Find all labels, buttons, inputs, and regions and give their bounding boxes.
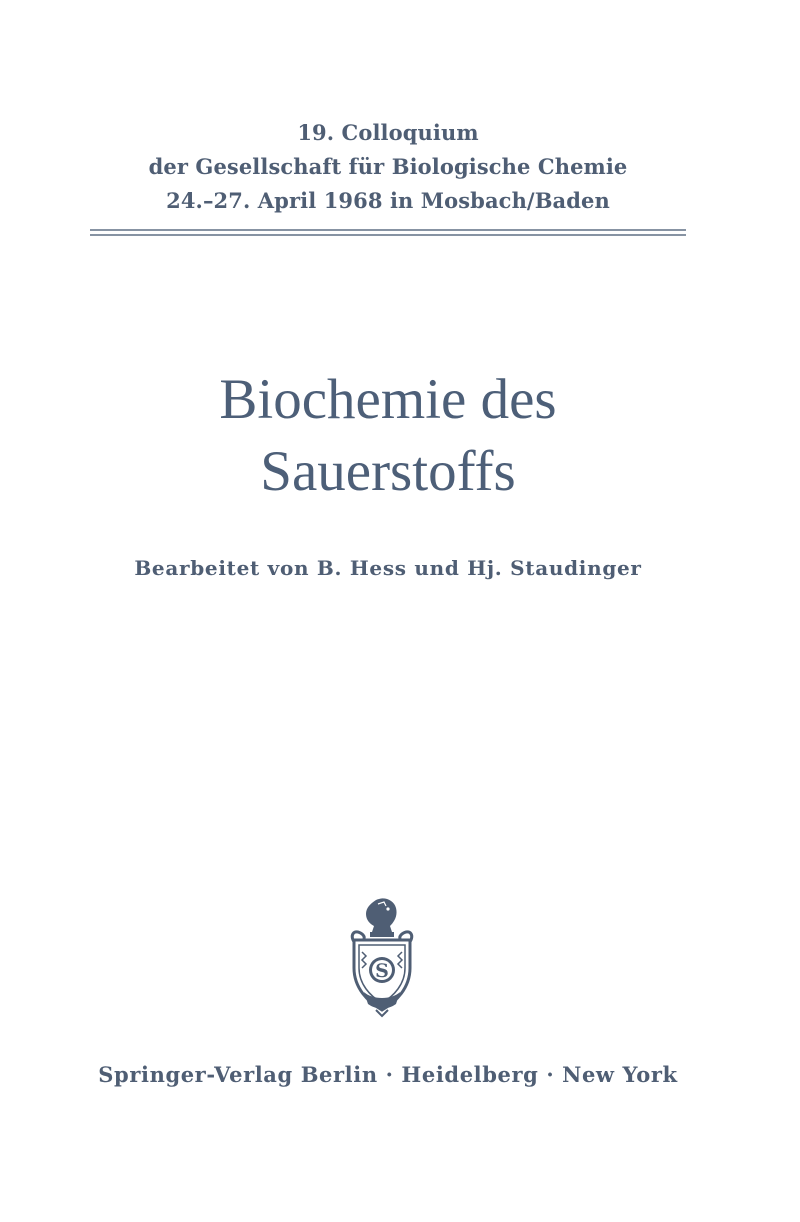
double-rule <box>90 229 686 236</box>
header-line-society: der Gesellschaft für Biologische Chemie <box>148 154 628 179</box>
rule-bottom <box>90 234 686 236</box>
editors-line: Bearbeitet von B. Hess und Hj. Staudinger <box>134 556 642 580</box>
springer-knight-emblem-icon <box>344 896 420 1018</box>
book-title <box>0 364 776 508</box>
header-line-date-place: 24.–27. April 1968 in Mosbach/Baden <box>166 188 610 213</box>
colloquium-header <box>0 116 776 218</box>
publisher-line: Springer-Verlag Berlin · Heidelberg · New York <box>98 1062 678 1087</box>
title-line-1: Biochemie des <box>219 368 557 431</box>
rule-top <box>90 229 686 231</box>
title-line-2: Sauerstoffs <box>260 440 516 503</box>
header-line-colloquium: 19. Colloquium <box>297 120 479 145</box>
emblem-letter: S <box>375 960 389 982</box>
